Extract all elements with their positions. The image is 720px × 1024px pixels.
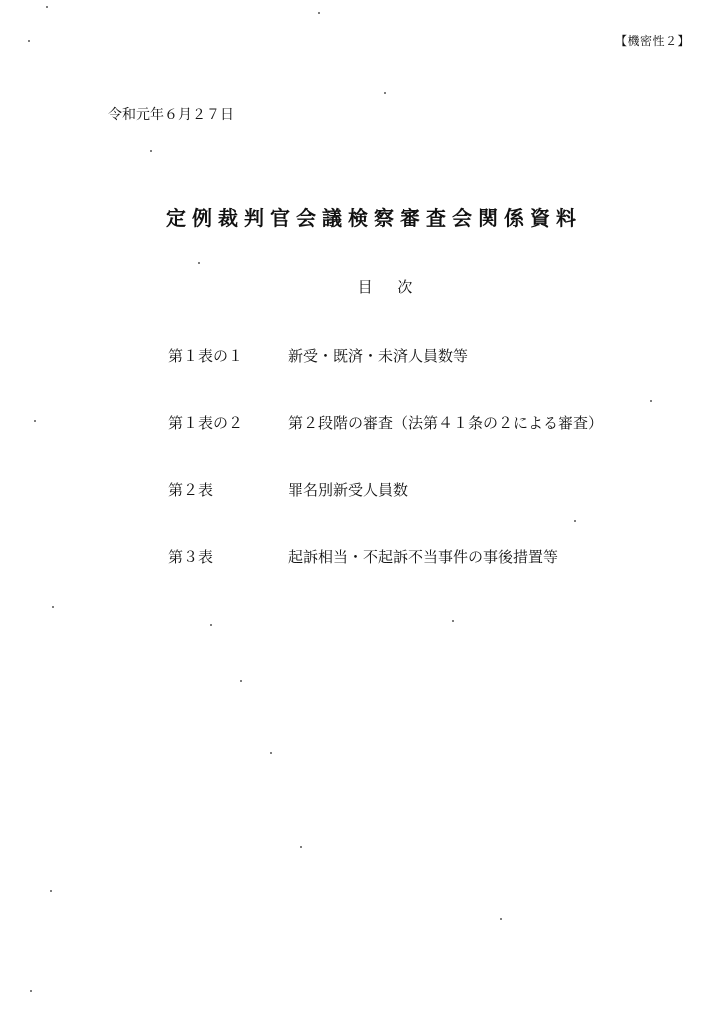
scan-speck	[574, 520, 576, 522]
toc-item-description: 起訴相当・不起訴不当事件の事後措置等	[288, 548, 559, 566]
toc-item-label: 第２表	[168, 481, 214, 499]
scan-speck	[30, 990, 32, 992]
scan-speck	[500, 918, 502, 920]
toc-item-label: 第１表の１	[168, 347, 244, 365]
toc-item-description: 第２段階の審査（法第４１条の２による審査）	[288, 414, 604, 432]
scan-speck	[270, 752, 272, 754]
scan-speck	[650, 400, 652, 402]
document-title: 定例裁判官会議検察審査会関係資料	[166, 206, 582, 230]
toc-item	[168, 479, 668, 501]
scan-speck	[34, 420, 36, 422]
toc-item-label: 第１表の２	[168, 414, 244, 432]
scan-speck	[28, 40, 30, 42]
toc-item	[168, 546, 668, 568]
scan-speck	[452, 620, 454, 622]
scan-speck	[46, 6, 48, 8]
scan-speck	[198, 262, 200, 264]
scan-speck	[52, 606, 54, 608]
classification-label: 【機密性２】	[614, 34, 690, 48]
scan-speck	[210, 624, 212, 626]
table-of-contents	[168, 345, 668, 613]
scan-speck	[318, 12, 320, 14]
toc-item-description: 罪名別新受人員数	[288, 481, 409, 499]
toc-item-description: 新受・既済・未済人員数等	[288, 347, 469, 365]
document-date: 令和元年６月２７日	[108, 107, 234, 123]
toc-item-label: 第３表	[168, 548, 214, 566]
scan-speck	[150, 150, 152, 152]
scan-speck	[240, 680, 242, 682]
toc-item	[168, 345, 668, 367]
scan-speck	[50, 890, 52, 892]
scan-speck	[300, 846, 302, 848]
toc-item	[168, 412, 668, 434]
toc-heading: 目 次	[357, 278, 423, 296]
scan-speck	[384, 92, 386, 94]
